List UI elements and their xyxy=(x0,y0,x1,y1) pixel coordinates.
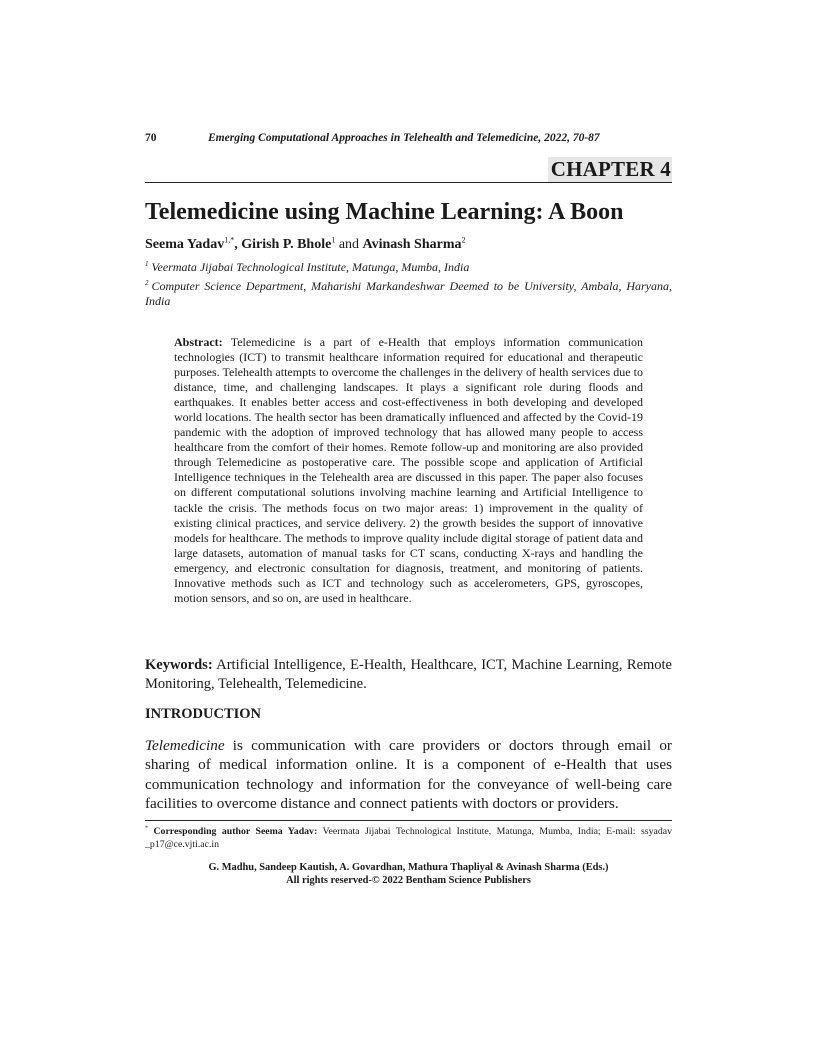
affiliation-text: Computer Science Department, Maharishi Markandeshwar Deemed to be University, Ambala, Haryana, India xyxy=(145,279,672,308)
author-separator: , xyxy=(234,237,242,252)
footnote-marker: * xyxy=(145,825,148,832)
introduction-paragraph xyxy=(145,736,672,813)
section-heading-introduction: INTRODUCTION xyxy=(145,706,262,722)
author-affiliation-marker: 1,* xyxy=(224,235,235,245)
affiliation-number: 1 xyxy=(145,260,149,268)
footnote-label: Corresponding author Seema Yadav: xyxy=(153,826,318,837)
affiliation xyxy=(145,260,672,275)
chapter-label: CHAPTER 4 xyxy=(548,157,672,182)
keywords-text: Artificial Intelligence, E-Health, Healthcare, ICT, Machine Learning, Remote Monitoring, Telehealth, Telemedicine. xyxy=(145,657,672,692)
author-name: Avinash Sharma xyxy=(362,237,462,252)
introduction-lead-term: Telemedicine xyxy=(145,737,225,754)
author-conjunction: and xyxy=(335,237,363,252)
affiliation-number: 2 xyxy=(145,279,149,287)
author-name: Girish P. Bhole xyxy=(241,237,332,252)
author-list xyxy=(145,236,465,254)
publisher-credit xyxy=(145,862,672,887)
affiliation xyxy=(145,279,672,309)
abstract-text: Telemedicine is a part of e-Health that employs information communication technologies (ICT) to transmit healthcare information required for educational and therapeutic purposes. Telehealth attempts to overcome the challenges in the delivery of health services due to distance, time, and challenging landscapes. It plays a significant role during floods and earthquakes. It enables better access and cost-effectiveness in both developing and developed world locations. The health sector has been dramatically influenced and affected by the Covid-19 pandemic with the adoption of improved technology that has allowed many people to access healthcare from the comfort of their homes. Remote follow-up and monitoring are also provided through Telemedicine as postoperative care. The possible scope and application of Artificial Intelligence techniques in the Telehealth area are discussed in this paper. The paper also focuses on different computational solutions involving machine learning and Artificial Intelligence to tackle the crisis. The methods focus on two major areas: 1) improvement in the quality of existing clinical practices, and service delivery. 2) the growth besides the support of innovative models for healthcare. The methods to improve quality include digital storage of patient data and large datasets, automation of manual tasks for CT scans, conducting X-rays and handling the emergency, and electronic consultation for diagnosis, treatment, and monitoring of patients. Innovative methods such as ICT and technology such as accelerometers, GPS, gyroscopes, motion sensors, and so on, are used in healthcare. xyxy=(174,335,643,605)
footnote-divider xyxy=(145,820,672,821)
page-number: 70 xyxy=(145,132,157,144)
introduction-text: is communication with care providers or doctors through email or sharing of medical information online. It is a component of e-Health that uses communication technology and information for the conveyance of well-being care facilities to overcome distance and connect patients with doctors or providers. xyxy=(145,737,672,812)
copyright-line: All rights reserved-© 2022 Bentham Science Publishers xyxy=(286,874,531,886)
author-affiliation-marker: 2 xyxy=(461,235,466,245)
keywords-label: Keywords: xyxy=(145,657,213,673)
author-name: Seema Yadav xyxy=(145,237,225,252)
author-affiliation-marker: 1 xyxy=(331,235,336,245)
keywords xyxy=(145,656,672,694)
editors-line: G. Madhu, Sandeep Kautish, A. Govardhan, Mathura Thapliyal & Avinash Sharma (Eds.) xyxy=(208,862,609,873)
abstract-label: Abstract: xyxy=(174,335,223,349)
footnote-text: Veermata Jijabai Technological Institute, Matunga, Mumba, India; E-mail: ssyadav _p17@ce.vjti.ac.in xyxy=(145,826,672,850)
affiliation-text: Veermata Jijabai Technological Institute, Matunga, Mumba, India xyxy=(151,260,470,274)
abstract xyxy=(174,335,643,606)
chapter-title: Telemedicine using Machine Learning: A Boon xyxy=(145,199,624,225)
chapter-divider xyxy=(145,182,672,183)
journal-citation: Emerging Computational Approaches in Telehealth and Telemedicine, 2022, 70-87 xyxy=(208,132,600,144)
footnote xyxy=(145,825,672,851)
